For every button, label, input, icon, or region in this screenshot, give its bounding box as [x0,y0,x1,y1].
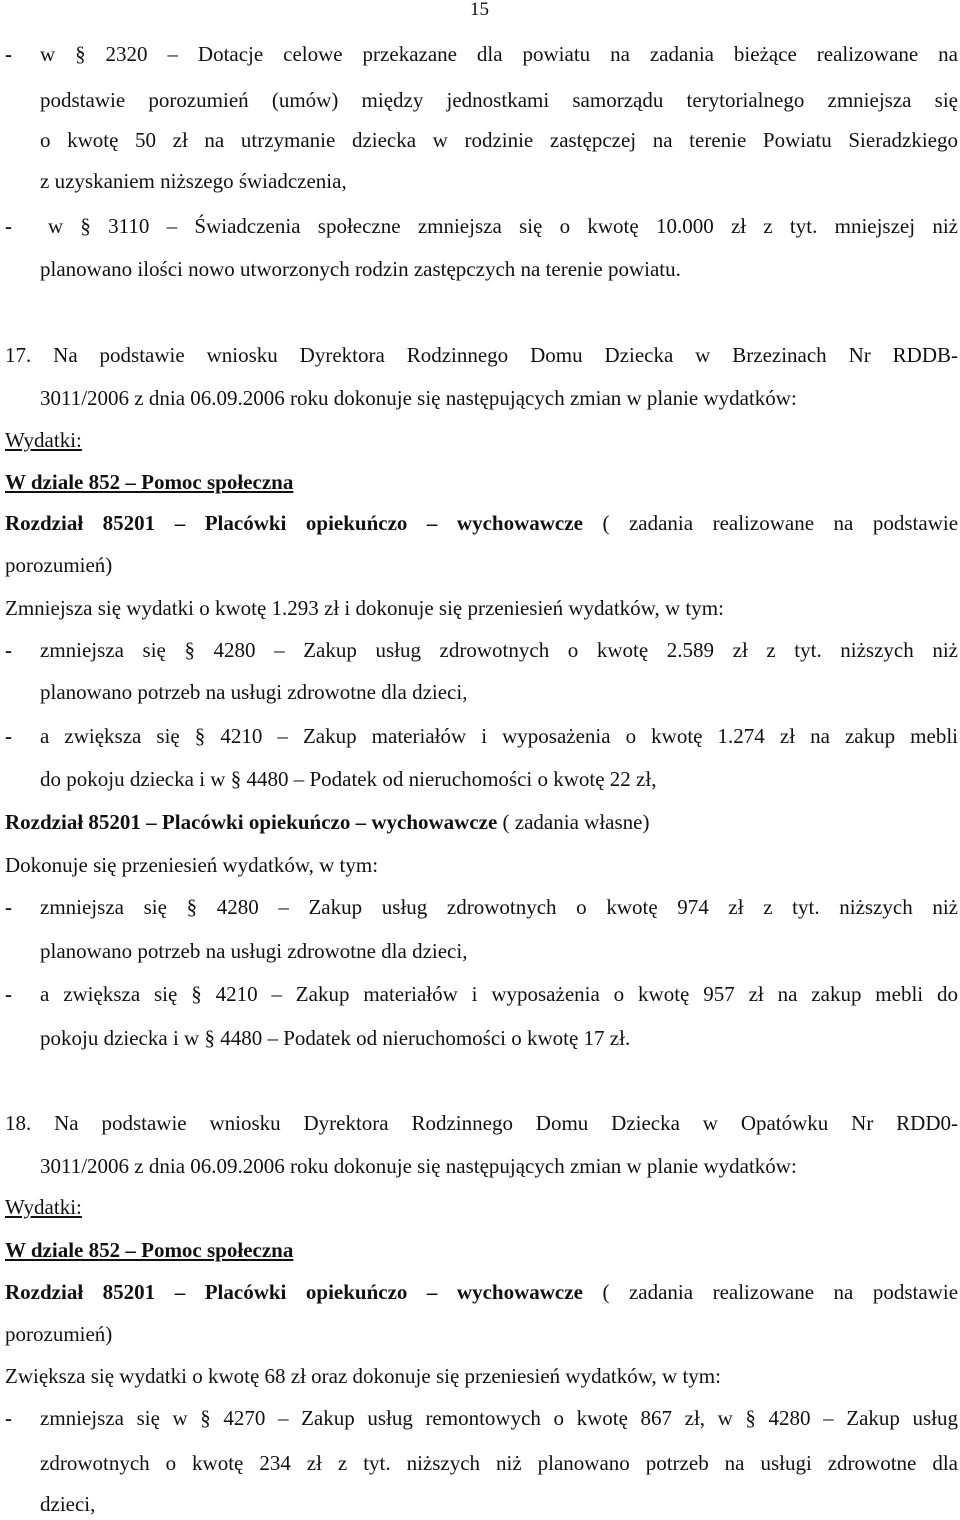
rozdzial-note: ( zadania realizowane na podstawie [602,1280,959,1304]
paragraph-line: zdrowotnych o kwotę 234 zł z tyt. niższych niż planowano potrzeb na usługi zdrowotne dla [40,1451,958,1475]
list-item [0,212,960,240]
rozdzial-title: Rozdział 85201 – Placówki opiekuńczo – wychowawcze [5,1280,583,1304]
paragraph-line: zmniejsza się w § 4270 – Zakup usług remontowych o kwotę 867 zł, w § 4280 – Zakup usług [40,1406,958,1430]
paragraph-line: z uzyskaniem niższego świadczenia, [40,169,347,193]
rozdzial-heading [5,509,958,537]
bullet-dash: - [5,42,12,66]
rozdzial-note: ( zadania własne) [502,810,650,834]
paragraph-line: w § 2320 – Dotacje celowe przekazane dla powiatu na zadania bieżące realizowane na [40,42,958,66]
bullet-dash: - [5,214,12,238]
paragraph-line: zmniejsza się § 4280 – Zakup usług zdrowotnych o kwotę 2.589 zł z tyt. niższych niż [40,638,958,662]
list-item [0,636,960,664]
paragraph-line: w § 3110 – Świadczenia społeczne zmniejsza się o kwotę 10.000 zł z tyt. mniejszej niż [48,214,958,238]
bullet-dash: - [5,724,12,748]
paragraph-line: o kwotę 50 zł na utrzymanie dziecka w rodzinie zastępczej na terenie Powiatu Sieradzkiego [40,128,958,152]
list-item [0,40,960,68]
list-item [0,722,960,750]
paragraph-line: zmniejsza się § 4280 – Zakup usług zdrowotnych o kwotę 974 zł z tyt. niższych niż [40,895,958,919]
paragraph-line: podstawie porozumień (umów) między jednostkami samorządu terytorialnego zmniejsza się [40,88,958,112]
paragraph-line: a zwiększa się § 4210 – Zakup materiałów i wyposażenia o kwotę 1.274 zł na zakup mebli [40,724,958,748]
paragraph-line: do pokoju dziecka i w § 4480 – Podatek od nieruchomości o kwotę 22 zł, [40,767,657,791]
list-item [0,1404,960,1432]
paragraph-line: 3011/2006 z dnia 06.09.2006 roku dokonuje się następujących zmian w planie wydatków: [40,1154,797,1178]
wydatki-label: Wydatki: [5,428,82,452]
rozdzial-title: Rozdział 85201 – Placówki opiekuńczo – wychowawcze [5,810,498,834]
dzial-heading: W dziale 852 – Pomoc społeczna [5,1238,294,1262]
wydatki-label-row [5,1193,958,1221]
list-item [0,893,960,921]
paragraph-line: planowano potrzeb na usługi zdrowotne dla dzieci, [40,680,468,704]
paragraph-line: Dokonuje się przeniesień wydatków, w tym: [5,853,379,877]
bullet-dash: - [5,638,12,662]
paragraph-line: pokoju dziecka i w § 4480 – Podatek od nieruchomości o kwotę 17 zł. [40,1026,631,1050]
paragraph-line: porozumień) [5,553,113,577]
bullet-dash: - [5,982,12,1006]
wydatki-label-row [5,426,958,454]
paragraph-line: porozumień) [5,1322,113,1346]
dzial-heading-row [5,1236,958,1264]
section-18-heading: 18. Na podstawie wniosku Dyrektora Rodzinnego Domu Dziecka w Opatówku Nr RDD0- [5,1111,958,1135]
paragraph-line: Zwiększa się wydatki o kwotę 68 zł oraz dokonuje się przeniesień wydatków, w tym: [5,1364,721,1388]
paragraph-line: Zmniejsza się wydatki o kwotę 1.293 zł i dokonuje się przeniesień wydatków, w tym: [5,596,724,620]
dzial-heading: W dziale 852 – Pomoc społeczna [5,470,294,494]
paragraph-line: a zwiększa się § 4210 – Zakup materiałów i wyposażenia o kwotę 957 zł na zakup mebli do [40,982,958,1006]
wydatki-label: Wydatki: [5,1195,82,1219]
rozdzial-title: Rozdział 85201 – Placówki opiekuńczo – wychowawcze [5,511,583,535]
rozdzial-heading [5,1278,958,1306]
dzial-heading-row [5,468,958,496]
paragraph-line: dzieci, [40,1492,96,1516]
rozdzial-note: ( zadania realizowane na podstawie [602,511,959,535]
bullet-dash: - [5,895,12,919]
paragraph-line: planowano ilości nowo utworzonych rodzin zastępczych na terenie powiatu. [40,257,681,281]
section-17-heading: 17. Na podstawie wniosku Dyrektora Rodzinnego Domu Dziecka w Brzezinach Nr RDDB- [5,343,958,367]
paragraph-line: planowano potrzeb na usługi zdrowotne dla dzieci, [40,939,468,963]
page-number: 15 [470,0,489,20]
list-item [0,980,960,1008]
paragraph-line: 3011/2006 z dnia 06.09.2006 roku dokonuje się następujących zmian w planie wydatków: [40,386,797,410]
bullet-dash: - [5,1406,12,1430]
rozdzial-heading [5,808,958,836]
